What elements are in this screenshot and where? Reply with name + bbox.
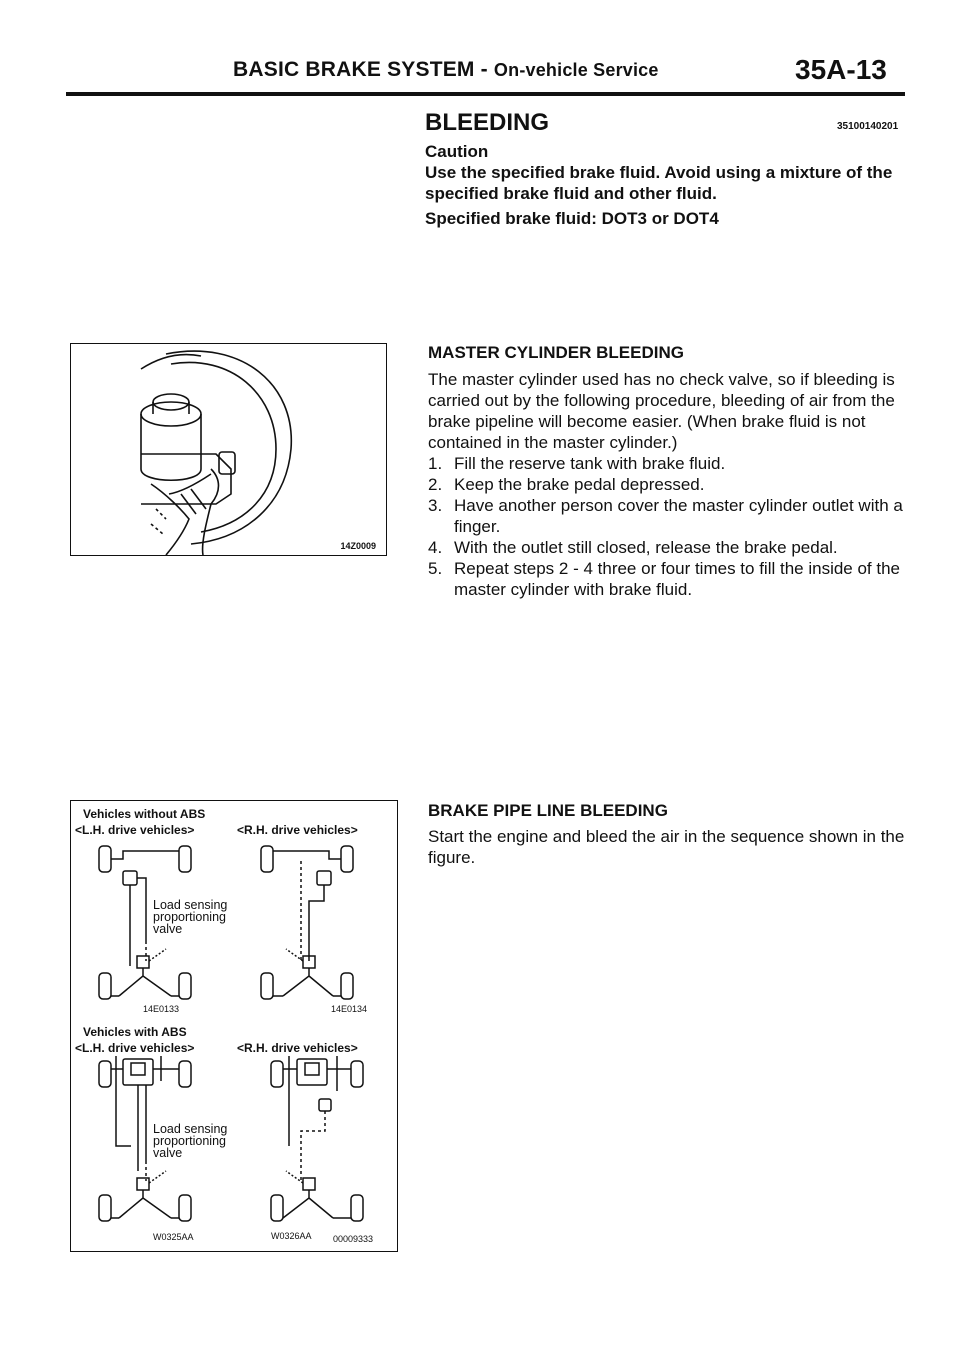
- step-item: [428, 537, 908, 558]
- valve-label-line: Load sensing: [153, 898, 228, 912]
- with-abs-label: Vehicles with ABS: [83, 1025, 187, 1039]
- specified-fluid: Specified brake fluid: DOT3 or DOT4: [425, 209, 719, 228]
- header-rule: [66, 92, 905, 96]
- master-cylinder-figure: [70, 343, 387, 556]
- figure-code-a: 14E0133: [143, 1004, 180, 1014]
- step-text: With the outlet still closed, release the brake pedal.: [454, 538, 838, 557]
- step-text: Fill the reserve tank with brake fluid.: [454, 454, 726, 473]
- step-number: 5.: [428, 559, 443, 578]
- lh-drive-label: <L.H. drive vehicles>: [75, 823, 195, 837]
- master-cylinder-body: [428, 369, 908, 600]
- valve-label-abs: [153, 1123, 227, 1159]
- caution-text: Use the specified brake fluid. Avoid using a mixture of the specified brake fluid and other fluid.: [425, 163, 893, 203]
- brake-pipe-title: BRAKE PIPE LINE BLEEDING: [428, 801, 668, 820]
- caution-label: Caution: [425, 142, 489, 161]
- figure-code-c: W0325AA: [153, 1232, 194, 1242]
- master-cylinder-steps: [428, 453, 908, 600]
- step-number: 3.: [428, 496, 443, 515]
- valve-label-line: valve: [153, 922, 183, 936]
- step-item: [428, 495, 908, 537]
- brake-pipe-text: Start the engine and bleed the air in the sequence shown in the figure.: [428, 827, 905, 867]
- step-number: 1.: [428, 454, 443, 473]
- figure-code-b: 14E0134: [331, 1004, 368, 1014]
- without-abs-label: Vehicles without ABS: [83, 807, 206, 821]
- lh-drive-label-abs: <L.H. drive vehicles>: [75, 1041, 195, 1055]
- master-cylinder-illustration: [71, 344, 386, 555]
- step-text: Have another person cover the master cylinder outlet with a finger.: [454, 496, 903, 536]
- valve-label-line: valve: [153, 1146, 183, 1160]
- valve-label-line: Load sensing: [153, 1122, 228, 1136]
- figure-code-e: 00009333: [333, 1234, 374, 1244]
- bleeding-sequence-figure: [70, 800, 398, 1252]
- step-number: 4.: [428, 538, 443, 557]
- header-subtitle: On-vehicle Service: [493, 60, 659, 80]
- figure-code: 14Z0009: [340, 541, 376, 551]
- page-number: 35A-13: [795, 54, 887, 85]
- valve-label-line: proportioning: [153, 910, 226, 924]
- step-text: Repeat steps 2 - 4 three or four times to fill the inside of the master cylinder with brake fluid.: [454, 559, 901, 599]
- rh-drive-label: <R.H. drive vehicles>: [237, 823, 358, 837]
- master-cylinder-intro: The master cylinder used has no check valve, so if bleeding is carried out by the following procedure, bleeding of air from the brake pipeline will become easier. (When brake fluid is not contained in the master cylinder.): [428, 370, 895, 452]
- valve-label: [153, 899, 227, 935]
- master-cylinder-title: MASTER CYLINDER BLEEDING: [428, 343, 684, 362]
- section-code: 35100140201: [837, 121, 899, 132]
- valve-label-line: proportioning: [153, 1134, 226, 1148]
- step-item: [428, 558, 908, 600]
- section-title-bleeding: BLEEDING: [425, 109, 550, 136]
- figure-code-d: W0326AA: [271, 1231, 312, 1241]
- step-item: [428, 453, 908, 474]
- header-title-dash: -: [480, 58, 488, 81]
- step-number: 2.: [428, 475, 443, 494]
- step-item: [428, 474, 908, 495]
- rh-drive-label-abs: <R.H. drive vehicles>: [237, 1041, 358, 1055]
- header-title-main: BASIC BRAKE SYSTEM: [233, 58, 475, 81]
- step-text: Keep the brake pedal depressed.: [454, 475, 705, 494]
- header-title: [233, 58, 659, 82]
